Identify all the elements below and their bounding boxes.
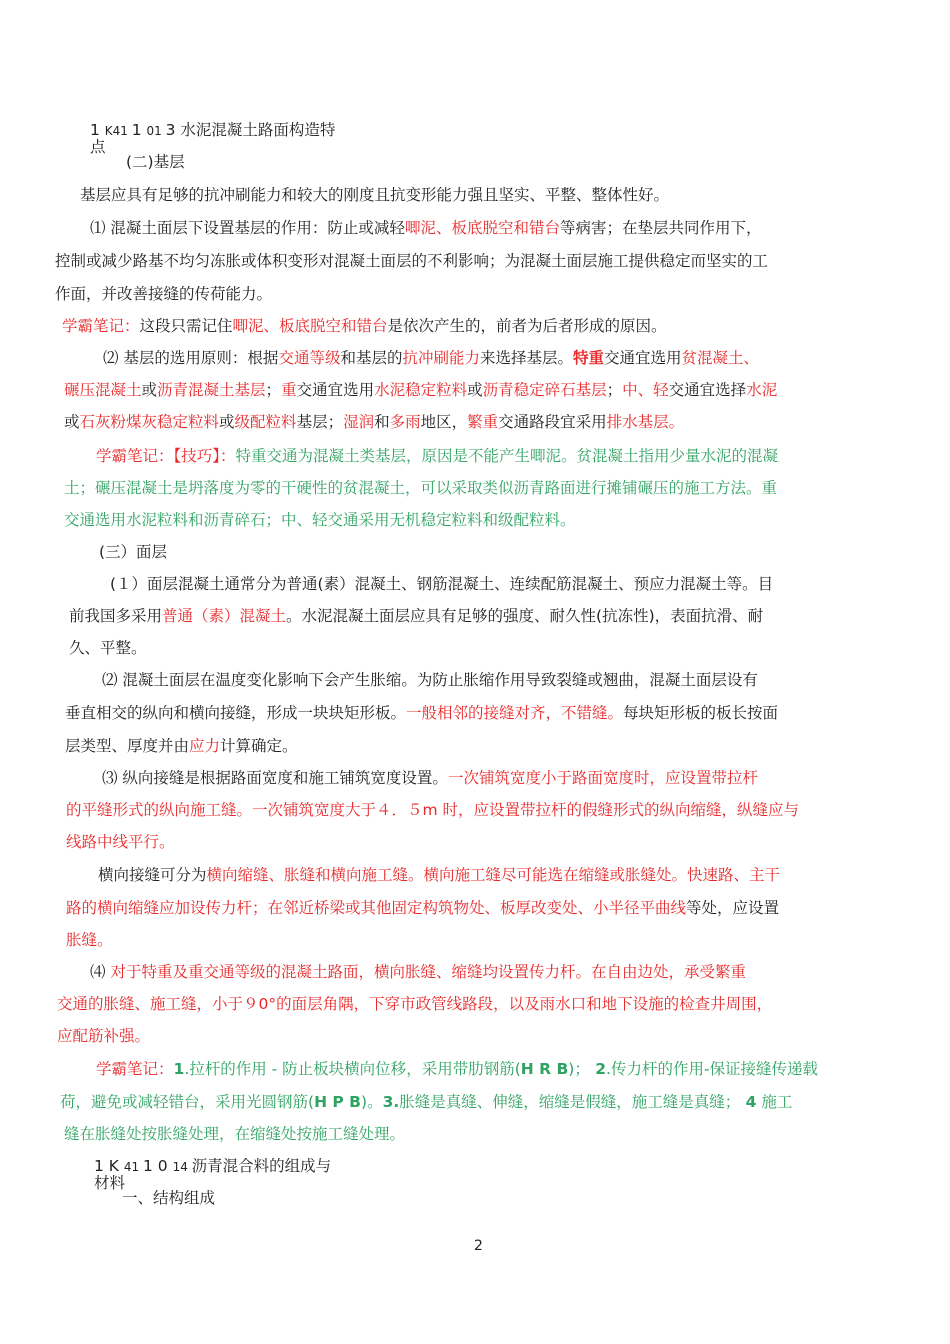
text-segment: 1 0 [142,1157,173,1175]
text-segment: 1 [90,121,105,139]
text-segment: 或 [219,413,235,431]
text-segment: 01 [146,124,166,138]
text-segment: 一、结构组成 [122,1189,216,1207]
text-line [66,930,113,950]
text-line [96,446,778,466]
text-segment: 3 水泥混凝土路面构造特 [165,121,336,139]
text-segment: 垂直相交的纵向和横向接缝，形成一块块矩形板。 [65,704,407,722]
text-segment: 胀缝是真缝、伸缝，缩缝是假缝，施工缝是真缝； [399,1093,741,1111]
text-segment: 级配粒料 [234,413,297,431]
text-line [66,832,175,852]
text-line [62,316,667,336]
text-segment: 或 [467,381,483,399]
text-segment: 唧泥、板底脱空和错台 [404,219,560,237]
text-segment: ； [265,381,282,399]
text-line [57,994,772,1014]
text-segment: 应配筋补强。 [57,1027,151,1045]
text-line [99,542,167,562]
text-segment: 和 [374,413,390,431]
page-number: 2 [474,1238,483,1254]
text-segment: .拉杆的作用 - 防止板块横向位移，采用带肋钢筋( [184,1060,521,1078]
text-segment: 基层； [296,413,344,431]
text-line [69,638,147,658]
text-line [57,1026,150,1046]
text-segment: 唧泥、板底脱空和错台 [232,317,388,335]
text-segment: H P B [314,1093,362,1111]
text-segment: 4 [740,1093,757,1111]
text-segment: (１）面层混凝土通常分为普通(素）混凝土、钢筋混凝土、连续配筋混凝土、预应力混凝土等。目 [110,575,774,593]
text-segment: 水泥 [746,381,778,399]
text-segment: 交通宜选择 [668,381,747,399]
text-segment: H R B [520,1060,569,1078]
text-line [103,348,759,368]
text-segment: 控制或减少路基不均匀冻胀或体积变形对混凝土面层的不利影响；为混凝土面层施工提供稳定而坚实的工 [55,252,769,270]
text-segment: 特重 [573,349,605,367]
text-line [65,703,778,723]
text-segment: )； [568,1060,590,1078]
text-segment: 41 [123,1160,143,1174]
text-segment: 线路中线平行。 [66,833,175,851]
text-line [66,800,799,820]
text-segment: 1 K [94,1157,124,1175]
text-segment: 前我国多采用 [69,607,163,625]
text-segment: 特重交通为混凝土类基层，原因是不能产生唧泥。贫混凝土指用少量水泥的混凝 [235,447,779,465]
text-segment: ⑷ [90,963,111,981]
text-segment: 石灰粉煤灰稳定粒料 [79,413,220,431]
text-segment: 3. [382,1093,400,1111]
text-segment: 的平缝形式的纵向施工缝。一次铺筑宽度大于４．５m 时，应设置带拉杆的假缝形式的纵向缩缝，纵缝应与 [66,801,800,819]
text-segment: (二)基层 [126,153,185,171]
text-segment: 路的横向缩缝应加设传力杆；在邻近桥梁或其他固定构筑物处、板厚改变处、小半径平曲线 [66,899,687,917]
text-segment: ⑵ 混凝土面层在温度变化影响下会产生胀缩。为防止胀缩作用导致裂缝或翘曲，混凝土面层设有 [102,671,758,689]
text-line [64,380,777,400]
text-line [90,218,761,238]
text-segment: 交通宜选用 [296,381,375,399]
text-segment: ⑶ 纵向接缝是根据路面宽度和施工铺筑宽度设置。 [102,769,448,787]
text-segment: ； [606,381,623,399]
text-segment: 多雨 [389,413,421,431]
text-segment: 学霸笔记： [96,1060,174,1078]
text-segment: (三）面层 [99,543,168,561]
text-segment: 每块矩形板的板长按面 [623,704,779,722]
text-segment: 土；碾压混凝土是坍落度为零的干硬性的贫混凝土，可以采取类似沥青路面进行摊铺碾压的施工方法。重 [64,479,778,497]
text-line [102,768,758,788]
text-line [64,510,576,530]
text-line [98,865,780,885]
text-segment: 缝在胀缝处按胀缝处理，在缩缝处按施工缝处理。 [64,1125,406,1143]
text-segment: 对于特重及重交通等级的混凝土路面，横向胀缝、缩缝均设置传力杆。在自由边处，承受繁重 [110,963,746,981]
text-segment: 沥青混合料的组成与 [191,1157,332,1175]
text-segment: 等病害；在垫层共同作用下， [559,219,762,237]
text-segment: 学霸笔记： [62,317,140,335]
text-segment: 一次铺筑宽度小于路面宽度时，应设置带拉杆 [447,769,758,787]
text-segment: 来选择基层。 [479,349,573,367]
text-segment: 交通选用水泥粒料和沥青碎石；中、轻交通采用无机稳定粒料和级配粒料。 [64,511,576,529]
text-segment: 作面，并改善接缝的传荷能力。 [55,285,273,303]
text-segment: 重 [281,381,297,399]
text-segment: 荷，避免或减轻错台，采用光圆钢筋( [60,1093,315,1111]
text-line [110,574,773,594]
text-line [94,1156,331,1177]
text-segment: 久、平整。 [69,639,147,657]
text-segment: 贫混凝土、 [681,349,760,367]
text-segment: ⑵ 基层的选用原则：根据 [103,349,279,367]
text-segment: 1 [173,1060,185,1078]
text-segment: 一般相邻的接缝对齐，不错缝。 [406,704,624,722]
text-segment: 湿润 [343,413,375,431]
text-segment: .传力杆的作用-保证接缝传递载 [606,1060,819,1078]
text-segment: 材料 [94,1174,126,1192]
text-segment: 交通宜选用 [604,349,682,367]
text-segment: 横向接缝可分为 [98,866,207,884]
text-segment: 排水基层。 [606,413,685,431]
text-segment: 和基层的 [340,349,403,367]
text-segment: 或 [64,413,80,431]
text-segment: 胀缝。 [66,931,113,949]
text-segment: 计算确定。 [220,737,298,755]
text-line [55,251,768,271]
text-segment: )。 [361,1093,383,1111]
text-segment: K41 [104,124,132,138]
text-line [69,606,763,626]
text-line [102,670,758,690]
text-segment: 繁重 [467,413,499,431]
text-line [90,120,335,141]
text-segment: 或 [141,381,158,399]
text-segment: 抗冲刷能力 [402,349,480,367]
text-line [80,185,669,205]
text-segment: 学霸笔记：【技巧】： [96,447,236,465]
text-segment: 水泥稳定粒料 [374,381,468,399]
text-segment: 这段只需记住 [139,317,233,335]
text-segment: 沥青混凝土基层 [157,381,266,399]
text-line [94,1173,125,1193]
text-segment: ⑴ 混凝土面层下设置基层的作用：防止或减轻 [90,219,405,237]
text-line [64,478,777,498]
text-segment: 是依次产生的，前者为后者形成的原因。 [387,317,667,335]
text-segment: 基层应具有足够的抗冲刷能力和较大的刚度且抗变形能力强且坚实、平整、整体性好。 [80,186,670,204]
text-segment: 14 [172,1160,192,1174]
text-line [64,1124,405,1144]
text-segment: 交通等级 [278,349,341,367]
text-segment: 沥青稳定碎石基层 [482,381,607,399]
text-segment: 。水泥混凝土面层应具有足够的强度、耐久性(抗冻性)，表面抗滑、耐 [286,607,764,625]
text-line [55,284,272,304]
text-segment: 中、轻 [622,381,669,399]
text-segment: 施工 [756,1093,793,1111]
text-line [96,1059,818,1079]
text-segment: 等处，应设置 [686,899,780,917]
text-line [90,962,746,982]
text-segment: 交通路段宜采用 [498,413,607,431]
text-segment: 碾压混凝土 [64,381,142,399]
text-segment: 横向缩缝、胀缝和横向施工缝。横向施工缝尽可能选在缩缝或胀缝处。快速路、主干 [206,866,781,884]
text-line [65,736,298,756]
text-segment: 点 [90,138,106,156]
text-line [122,1188,215,1208]
text-segment: 地区， [420,413,468,431]
text-segment: 交通的胀缝、施工缝，小于９0°的面层角隅，下穿市政管线路段，以及雨水口和地下设施的检查井周围， [57,995,773,1013]
text-line [60,1092,792,1112]
text-segment: 层类型、厚度并由 [65,737,190,755]
text-segment: 应力 [189,737,221,755]
text-line [66,898,779,918]
text-line [64,412,684,432]
text-segment: 2 [589,1060,607,1078]
text-segment: 1 [131,121,147,139]
text-line [126,152,185,172]
text-segment: 普通（素）混凝土 [162,607,287,625]
text-line [90,137,106,157]
